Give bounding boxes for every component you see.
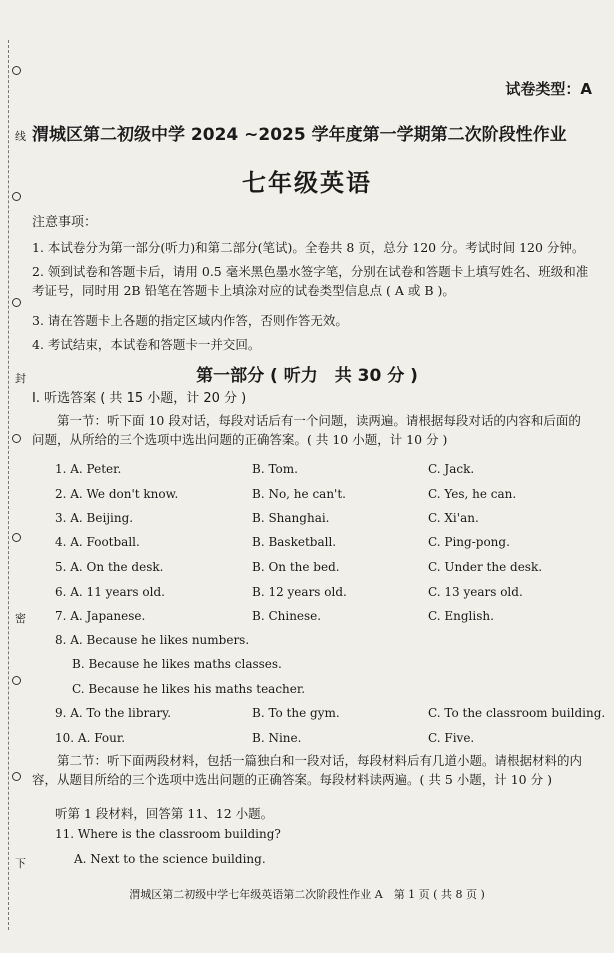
- option-b: B. No, he can't.: [252, 487, 346, 501]
- question-11: 11. Where is the classroom building?: [55, 827, 281, 841]
- question-11-option-a: A. Next to the science building.: [74, 852, 266, 866]
- option-b: B. To the gym.: [252, 706, 340, 720]
- option-c: C. English.: [428, 609, 494, 623]
- binding-hole: [12, 66, 21, 75]
- question-row: [55, 609, 595, 627]
- question-row: [55, 511, 595, 529]
- notice-heading: 注意事项：: [32, 215, 98, 230]
- binding-char-xian: 线: [15, 130, 26, 143]
- section1-instructions: 第一节：听下面 10 段对话，每段对话后有一个问题，读两遍。请根据每段对话的内容和后面的问题，从所给的三个选项中选出问题的正确答案。( 共 10 小题，计 10 分 ): [32, 413, 581, 448]
- notice-item-3: 3. 请在答题卡上各题的指定区域内作答，否则作答无效。: [32, 313, 348, 328]
- option-a: 5. A. On the desk.: [55, 560, 164, 574]
- binding-hole: [12, 298, 21, 307]
- option-c: C. Jack.: [428, 462, 475, 476]
- option-a: 10. A. Four.: [55, 731, 126, 745]
- question-row: [55, 462, 595, 480]
- option-b: B. Nine.: [252, 731, 302, 745]
- option-c: C. Under the desk.: [428, 560, 543, 574]
- binding-hole: [12, 434, 21, 443]
- option-a: 4. A. Football.: [55, 535, 140, 549]
- option-c: C. Xi'an.: [428, 511, 479, 525]
- notice-item-1: 1. 本试卷分为第一部分(听力)和第二部分(笔试)。全卷共 8 页，总分 120 分。考试时间 120 分钟。: [32, 240, 585, 255]
- subject-title: 七年级英语: [242, 169, 372, 197]
- section2-instructions: 第二节：听下面两段材料，包括一篇独白和一段对话，每段材料后有几道小题。请根据材料的内容，从题目所给的三个选项中选出问题的正确答案。每段材料读两遍。( 共 5 小题，计 10 分 ): [32, 753, 583, 788]
- option-a: 2. A. We don't know.: [55, 487, 179, 501]
- q8-option-b: B. Because he likes maths classes.: [72, 657, 282, 671]
- binding-hole: [12, 772, 21, 781]
- option-a: 7. A. Japanese.: [55, 609, 146, 623]
- option-c: C. Five.: [428, 731, 475, 745]
- question-row: [55, 487, 595, 505]
- option-b: B. Tom.: [252, 462, 298, 476]
- option-a: 3. A. Beijing.: [55, 511, 134, 525]
- question-row: [55, 560, 595, 578]
- part1-title: 第一部分 ( 听力 共 30 分 ): [196, 366, 418, 386]
- binding-char-xia: 下: [15, 857, 26, 870]
- page-footer: 渭城区第二初级中学七年级英语第二次阶段性作业 A 第 1 页 ( 共 8 页 ): [129, 888, 485, 901]
- option-b: B. Basketball.: [252, 535, 337, 549]
- q8-option-c: C. Because he likes his maths teacher.: [72, 682, 306, 696]
- option-a: 9. A. To the library.: [55, 706, 172, 720]
- binding-char-mi: 密: [15, 612, 26, 625]
- paper-type-label: 试卷类型：A: [505, 80, 592, 98]
- option-a: 1. A. Peter.: [55, 462, 122, 476]
- section-title: Ⅰ. 听选答案 ( 共 15 小题，计 20 分 ): [32, 391, 247, 406]
- notice-item-4: 4. 考试结束，本试卷和答题卡一并交回。: [32, 337, 261, 352]
- listen-note: 听第 1 段材料，回答第 11、12 小题。: [55, 806, 274, 821]
- binding-hole: [12, 533, 21, 542]
- option-c: C. Ping-pong.: [428, 535, 510, 549]
- option-c: C. To the classroom building.: [428, 706, 606, 720]
- option-a: 6. A. 11 years old.: [55, 585, 165, 599]
- q8-option-a: 8. A. Because he likes numbers.: [55, 633, 250, 647]
- option-c: C. Yes, he can.: [428, 487, 517, 501]
- option-b: B. 12 years old.: [252, 585, 347, 599]
- question-row: [55, 585, 595, 603]
- question-row: [55, 706, 606, 724]
- binding-char-feng: 封: [15, 372, 26, 385]
- notice-item-2: 2. 领到试卷和答题卡后，请用 0.5 毫米黑色墨水签字笔，分别在试卷和答题卡上填写姓名、班级和准考证号，同时用 2B 铅笔在答题卡上填涂对应的试卷类型信息点 ( A 或 B )。: [32, 264, 589, 299]
- option-b: B. Chinese.: [252, 609, 322, 623]
- option-b: B. On the bed.: [252, 560, 340, 574]
- school-title: 渭城区第二初级中学 2024 ~2025 学年度第一学期第二次阶段性作业: [32, 125, 567, 145]
- option-c: C. 13 years old.: [428, 585, 523, 599]
- binding-hole: [12, 676, 21, 685]
- question-row: [55, 535, 595, 553]
- question-row: [55, 731, 595, 749]
- option-b: B. Shanghai.: [252, 511, 330, 525]
